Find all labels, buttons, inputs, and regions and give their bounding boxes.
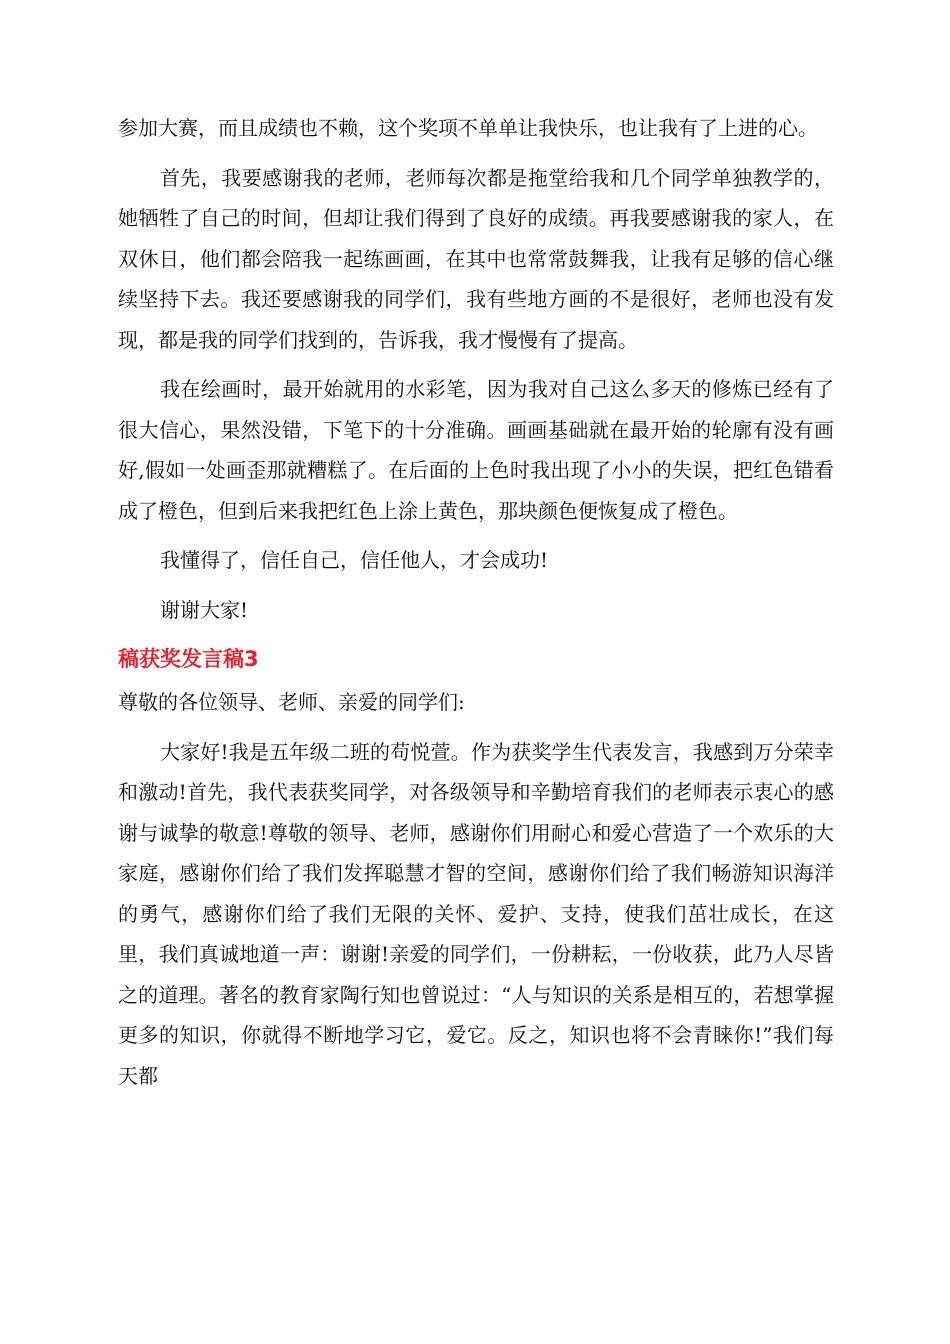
paragraph-thanks-teacher-family: 首先，我要感谢我的老师，老师每次都是拖堂给我和几个同学单独教学的，她牺牲了自己的时间，但却让我们得到了良好的成绩。再我要感谢我的家人，在双休日，他们都会陪我一起练画画，在其中也常常鼓舞我，让我有足够的信心继续坚持下去。我还要感谢我的同学们，我有些地方画的不是很好，老师也没有发现，都是我的同学们找到的，告诉我，我才慢慢有了提高。 (118, 165, 834, 352)
document-page (118, 108, 834, 1105)
section-heading: 稿获奖发言稿3 (118, 647, 259, 671)
paragraph-speech-body: 大家好!我是五年级二班的苟悦萱。作为获奖学生代表发言，我感到万分荣幸和激动!首先，我代表获奖同学，对各级领导和辛勤培育我们的老师表示衷心的感谢与诚挚的敬意!尊敬的领导、老师，感谢你们用耐心和爱心营造了一个欢乐的大家庭，感谢你们给了我们发挥聪慧才智的空间，感谢你们给了我们畅游知识海洋的勇气，感谢你们给了我们无限的关怀、爱护、支持，使我们茁壮成长，在这里，我们真诚地道一声：谢谢!亲爱的同学们，一份耕耘，一份收获，此乃人尽皆之的道理。著名的教育家陶行知也曾说过：“人与知识的关系是相互的，若想掌握更多的知识，你就得不断地学习它，爱它。反之，知识也将不会青睐你!”我们每天都 (118, 739, 834, 1088)
paragraph-lesson-learned: 我懂得了，信任自己，信任他人，才会成功! (160, 548, 549, 572)
paragraph-continued: 参加大赛，而且成绩也不赖，这个奖项不单单让我快乐，也让我有了上进的心。 (118, 116, 818, 140)
paragraph-closing-thanks: 谢谢大家! (160, 597, 249, 622)
paragraph-painting-process: 我在绘画时，最开始就用的水彩笔，因为我对自己这么多天的修炼已经有了很大信心，果然没错，下笔下的十分准确。画画基础就在最开始的轮廓有没有画好,假如一处画歪那就糟糕了。在后面的上色时我出现了小小的失误，把红色错看成了橙色，但到后来我把红色上涂上黄色，那块颜色便恢复成了橙色。 (118, 377, 834, 523)
salutation: 尊敬的各位领导、老师、亲爱的同学们: (118, 690, 465, 714)
